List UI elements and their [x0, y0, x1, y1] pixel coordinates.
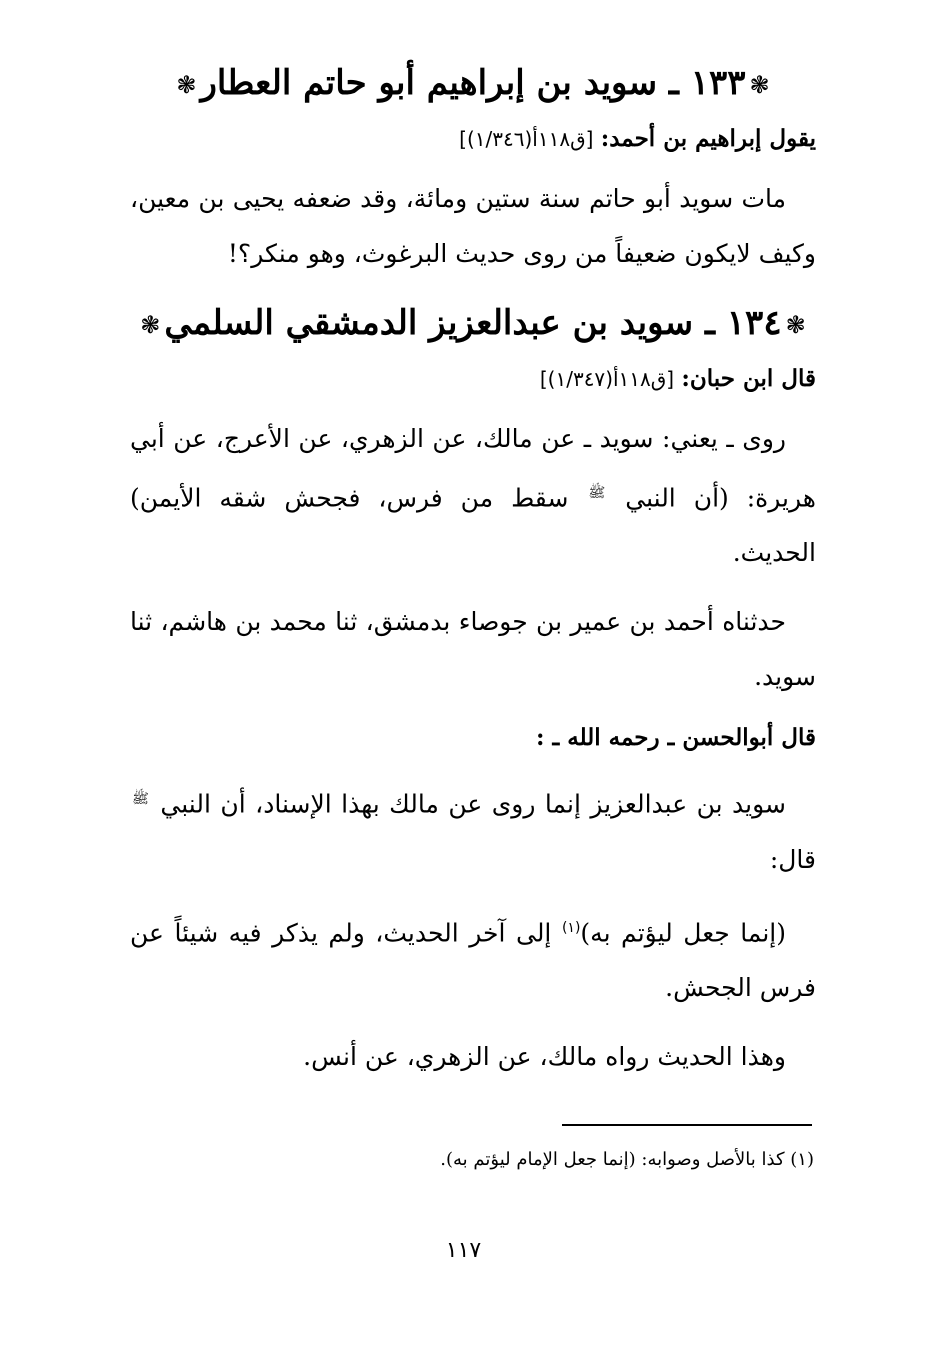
footnote-divider	[562, 1124, 812, 1126]
para-text: (إنما جعل ليؤتم به)	[580, 917, 786, 947]
source-label: يقول إبراهيم بن أحمد:	[600, 125, 816, 152]
entry-134-paragraph-1	[130, 411, 816, 580]
ornament-icon: ❃	[176, 71, 197, 99]
ornament-icon: ❃	[785, 311, 806, 339]
entry-133-title	[130, 55, 816, 113]
para-text: سقط من فرس، فجحش شقه الأيمن) الحديث.	[130, 483, 816, 568]
entry-134-paragraph-3	[130, 772, 816, 886]
entry-134-paragraph-5: وهذا الحديث رواه مالك، عن الزهري، عن أنس.	[303, 1041, 786, 1071]
entry-133-source	[130, 119, 816, 159]
entry-134-title	[130, 295, 816, 353]
page-number: ١١٧	[445, 1238, 482, 1263]
para-text: روى ـ يعني: سويد ـ عن مالك، عن الزهري، عن الأعرج، عن أبي هريرة: (أن النبي	[130, 424, 816, 513]
entry-133-title-text: ١٣٣ ـ سويد بن إبراهيم أبو حاتم العطار	[200, 63, 746, 103]
ornament-icon: ❃	[749, 71, 770, 99]
footnote-marker: (١)	[561, 919, 581, 936]
entry-134-source	[130, 359, 816, 399]
entry-134-paragraph-2: حدثناه أحمد بن عمير بن جوصاء بدمشق، ثنا محمد بن هاشم، ثنا سويد.	[130, 607, 816, 692]
salla-glyph: ﷺ	[132, 791, 149, 808]
source-reference: [ق١١٨أ(١/٣٤٦)]	[459, 127, 594, 151]
footnote: (١) كذا بالأصل وصوابه: (إنما جعل الإمام ليؤتم به).	[440, 1149, 814, 1170]
ornament-icon: ❃	[140, 311, 161, 339]
source-reference: [ق١١٨أ(١/٣٤٧)]	[539, 367, 675, 391]
source-label: قال ابن حبان:	[681, 365, 816, 392]
entry-133-paragraph: مات سويد أبو حاتم سنة ستين ومائة، وقد ضعفه يحيى بن معين، وكيف لايكون ضعيفاً من روى حديث البرغوث، وهو منكر؟!	[130, 184, 816, 268]
page-body	[130, 55, 816, 1098]
entry-134-paragraph-4	[130, 901, 816, 1015]
abulhasan-heading: قال أبوالحسن ـ رحمه الله ـ :	[536, 724, 816, 752]
entry-134-title-text: ١٣٤ ـ سويد بن عبدالعزيز الدمشقي السلمي	[164, 303, 782, 343]
para-text: إلى آخر الحديث، ولم يذكر فيه شيئاً عن فرس الجحش.	[130, 917, 816, 1002]
para-text: سويد بن عبدالعزيز إنما روى عن مالك بهذا الإسناد، أن النبي	[160, 789, 787, 819]
para-text: قال:	[769, 844, 816, 874]
salla-glyph: ﷺ	[588, 485, 606, 501]
